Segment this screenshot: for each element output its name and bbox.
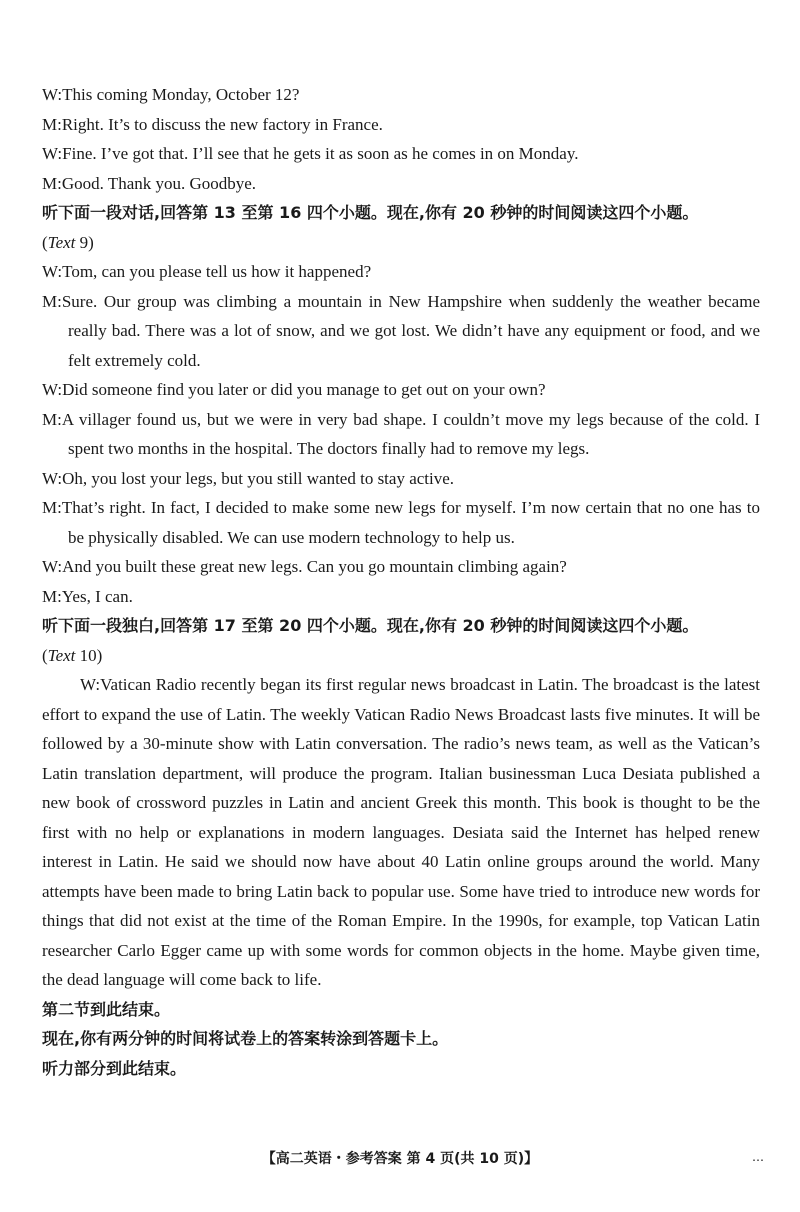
dialog-line: W:Oh, you lost your legs, but you still wanted to stay active. (42, 468, 455, 488)
dialog-line: W:Fine. I’ve got that. I’ll see that he gets it as soon as he comes in on Monday. (42, 144, 579, 163)
footer-mark: … (752, 1150, 764, 1164)
page-footer: 【高二英语・参考答案 第 4 页(共 10 页)】 (261, 1151, 539, 1167)
transcript-content (42, 80, 760, 1083)
text-10-label: (Text 10) (42, 645, 103, 665)
dialog-line: M:Yes, I can. (42, 586, 133, 606)
dialog-line: W:Did someone find you later or did you manage to get out on your own? (42, 380, 546, 399)
dialog-line: M:Right. It’s to discuss the new factory in France. (42, 114, 383, 134)
instruction-text-9: 听下面一段对话,回答第 13 至第 16 四个小题。现在,你有 20 秒钟的时间阅读这四个小题。 (42, 203, 699, 222)
dialog-line: W:This coming Monday, October 12? (42, 85, 300, 104)
instruction-text-10: 听下面一段独白,回答第 17 至第 20 四个小题。现在,你有 20 秒钟的时间阅读这四个小题。 (42, 616, 699, 635)
dialog-line: W:Tom, can you please tell us how it happened? (42, 262, 372, 281)
dialog-line: M:That’s right. In fact, I decided to make some new legs for myself. I’m now certain that no one has to be physically disabled. We can use modern technology to help us. (42, 498, 760, 547)
dialog-line: W:And you built these great new legs. Can you go mountain climbing again? (42, 557, 567, 576)
closing-line: 第二节到此结束。 (42, 999, 171, 1019)
monologue-paragraph: W:Vatican Radio recently began its first regular news broadcast in Latin. The broadcast is the latest effort to expand the use of Latin. The weekly Vatican Radio News Broadcast lasts five minutes. It will be followed by a 30-minute show with Latin conversation. The radio’s news team, as well as the Vatican’s Latin translation department, will produce the program. Italian businessman Luca Desiata published a new book of crossword puzzles in Latin and ancient Greek this month. This book is thought to be the first with no help or explanations in modern languages. Desiata said the Internet has helped renew interest in Latin. He said we should now have about 40 Latin online groups around the world. Many attempts have been made to bring Latin back to popular use. Some have tried to introduce new words for things that did not exist at the time of the Roman Empire. In the 1990s, for example, top Vatican Latin researcher Carlo Egger came up with some words for common objects in the home. Maybe given time, the dead language will come back to life. (42, 675, 760, 989)
dialog-line: M:Sure. Our group was climbing a mountain in New Hampshire when suddenly the weather became really bad. There was a lot of snow, and we got lost. We didn’t have any equipment or food, and we felt extremely cold. (42, 291, 760, 370)
dialog-line: M:Good. Thank you. Goodbye. (42, 173, 257, 193)
closing-line: 听力部分到此结束。 (42, 1058, 187, 1078)
text-9-label: (Text 9) (42, 232, 94, 252)
closing-line: 现在,你有两分钟的时间将试卷上的答案转涂到答题卡上。 (42, 1029, 449, 1048)
dialog-line: M:A villager found us, but we were in very bad shape. I couldn’t move my legs because of the cold. I spent two months in the hospital. The doctors finally had to remove my legs. (42, 409, 760, 458)
